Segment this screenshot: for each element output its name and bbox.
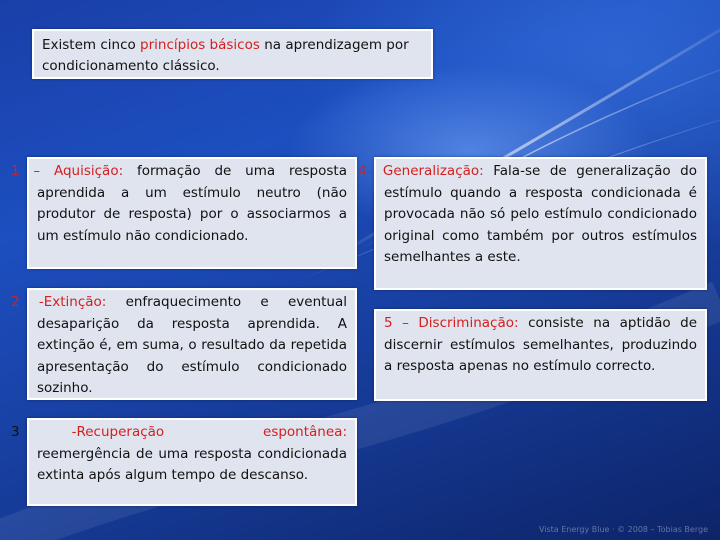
principle-text: reemergência de uma resposta condicionada extinta após algum tempo de descanso. bbox=[37, 445, 347, 483]
principle-term: 2 -Extinção: bbox=[11, 294, 107, 310]
intro-box bbox=[32, 29, 433, 79]
principle-extincao bbox=[11, 288, 357, 400]
principle-term: 5 – Discriminação: bbox=[384, 315, 519, 331]
principle-discriminacao bbox=[374, 309, 707, 401]
principle-text: Fala-se de generalização do estímulo quando a resposta condicionada é provocada não só pelo estímulo condicionado original como também por outros estímulos semelhantes a este. bbox=[384, 163, 697, 265]
principle-term: 4– Generalização: bbox=[358, 163, 484, 179]
intro-highlight: princípios básicos bbox=[140, 37, 260, 53]
principle-term: 1 – Aquisição: bbox=[11, 163, 124, 179]
principle-recuperacao bbox=[11, 418, 357, 506]
principle-term: -Recuperação espontânea: bbox=[71, 424, 347, 440]
theme-watermark: Vista Energy Blue · © 2008 – Tobias Berge bbox=[538, 525, 708, 534]
principle-text: formação de uma resposta aprendida a um estímulo neutro (não produtor de resposta) por o associarmos a um estímulo não condicionado. bbox=[37, 163, 347, 244]
principle-generalizacao bbox=[358, 157, 707, 290]
principle-aquisicao bbox=[11, 157, 357, 269]
principle-text: enfraquecimento e eventual desaparição da resposta aprendida. A extinção é, em suma, o resultado da repetida apresentação do estímulo condicionado sozinho. bbox=[37, 294, 347, 396]
intro-text-before: Existem cinco bbox=[42, 37, 141, 53]
intro-text-after: na aprendizagem por condicionamento clássico. bbox=[42, 37, 409, 74]
principle-number: 3 bbox=[11, 424, 20, 440]
principle-text: consiste na aptidão de discernir estímulos semelhantes, produzindo a resposta apenas no estímulo correcto. bbox=[384, 315, 698, 374]
